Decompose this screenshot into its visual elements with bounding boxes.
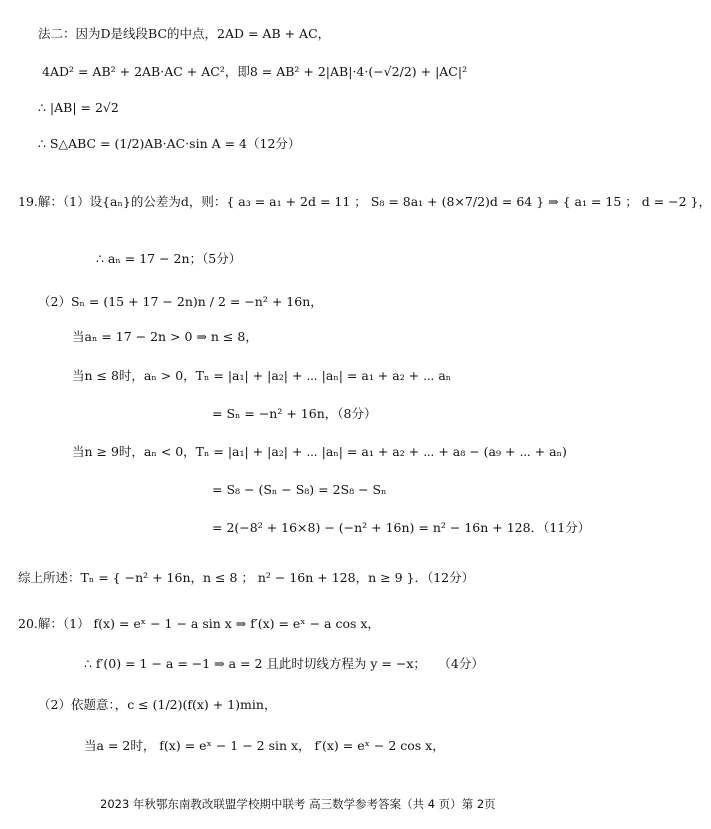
- text-line: = Sₙ = −n² + 16n，（8分）: [212, 406, 377, 421]
- text-line: ∴ S△ABC = (1/2)AB·AC·sin A = 4（12分）: [38, 136, 301, 151]
- text-line: 当a = 2时， f(x) = eˣ − 1 − 2 sin x， f′(x) = eˣ − 2 cos x，: [84, 738, 445, 753]
- text-line: ∴ |AB| = 2√2: [38, 100, 119, 115]
- text-line: 19.解：（1）设{aₙ}的公差为d，则：{ a₃ = a₁ + 2d = 11 ； S₈ = 8a₁ + (8×7/2)d = 64 } ⇒ { a₁ = 15 ； d = −2 }，: [18, 194, 711, 209]
- text-line: ∴ f′(0) = 1 − a = −1 ⇒ a = 2 且此时切线方程为 y = −x； （4分）: [84, 656, 484, 671]
- page-footer: 2023 年秋鄂东南教改联盟学校期中联考 高三数学参考答案（共 4 页）第 2页: [100, 797, 496, 811]
- text-line: = S₈ − (Sₙ − S₈) = 2S₈ − Sₙ: [212, 482, 387, 497]
- text-line: = 2(−8² + 16×8) − (−n² + 16n) = n² − 16n + 128．（11分）: [212, 520, 591, 535]
- text-line: ∴ aₙ = 17 − 2n；（5分）: [96, 251, 242, 266]
- text-line: 当n ≥ 9时，aₙ < 0，Tₙ = |a₁| + |a₂| + ⋯ |aₙ| = a₁ + a₂ + ⋯ + a₈ − (a₉ + ⋯ + aₙ): [72, 444, 567, 459]
- text-line: （2）依题意：，c ≤ (1/2)(f(x) + 1)min，: [38, 697, 277, 712]
- text-line: （2）Sₙ = (15 + 17 − 2n)n / 2 = −n² + 16n，: [38, 294, 323, 309]
- text-line: 当aₙ = 17 − 2n > 0 ⇒ n ≤ 8，: [72, 329, 258, 344]
- text-line: 当n ≤ 8时，aₙ > 0，Tₙ = |a₁| + |a₂| + ⋯ |aₙ| = a₁ + a₂ + ⋯ aₙ: [72, 368, 452, 383]
- text-line: 20.解：（1） f(x) = eˣ − 1 − a sin x ⇒ f′(x) = eˣ − a cos x，: [18, 616, 380, 631]
- text-line: 法二：因为D是线段BC的中点，2AD = AB + AC，: [38, 26, 331, 41]
- text-line: 综上所述：Tₙ = { −n² + 16n，n ≤ 8 ； n² − 16n + 128，n ≥ 9 }．（12分）: [18, 570, 475, 585]
- text-line: 4AD² = AB² + 2AB·AC + AC²，即8 = AB² + 2|AB|·4·(−√2/2) + |AC|²: [42, 64, 468, 79]
